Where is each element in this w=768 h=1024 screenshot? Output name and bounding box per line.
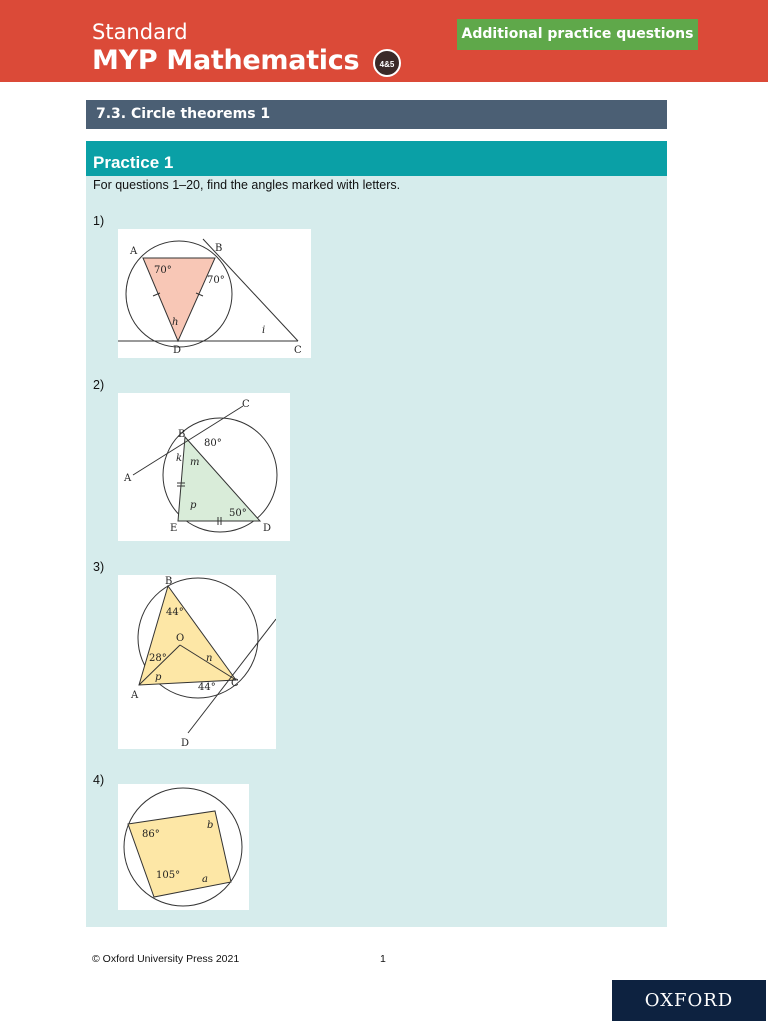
- brand-subtitle: Standard: [92, 20, 188, 44]
- angle-label: 70°: [207, 275, 225, 286]
- label-d: D: [263, 523, 272, 534]
- section-title: 7.3. Circle theorems 1: [86, 100, 667, 129]
- label-c: C: [231, 678, 239, 689]
- label-b: B: [215, 243, 223, 254]
- practice-title: Practice 1: [86, 141, 667, 176]
- angle-label: p: [190, 500, 197, 511]
- label-a: A: [124, 473, 132, 484]
- label-a: A: [131, 690, 139, 701]
- label-d: D: [181, 738, 190, 749]
- page-number: 1: [380, 953, 386, 965]
- angle-label: h: [172, 317, 179, 328]
- label-a: A: [130, 246, 138, 257]
- oxford-logo: OXFORD: [612, 980, 766, 1021]
- angle-label: 105°: [156, 870, 181, 881]
- question-number: 3): [93, 560, 105, 574]
- question-number: 1): [93, 214, 105, 228]
- figure-question-2: [118, 393, 290, 541]
- angle-label: k: [176, 453, 183, 464]
- figure-question-3: [118, 575, 276, 749]
- practice-panel: [86, 141, 667, 927]
- angle-label: m: [190, 457, 200, 468]
- label-b: B: [165, 576, 173, 587]
- brand-title: MYP Mathematics: [92, 45, 360, 76]
- label-b: B: [178, 429, 186, 440]
- angle-label: 86°: [142, 829, 160, 840]
- label-c: C: [294, 345, 302, 356]
- angle-label: 50°: [229, 508, 247, 519]
- additional-practice-tag: Additional practice questions: [457, 19, 698, 50]
- angle-label: 44°: [198, 682, 216, 693]
- copyright-text: © Oxford University Press 2021: [92, 953, 240, 965]
- figure-question-1: [118, 229, 311, 358]
- header-banner: [0, 0, 768, 82]
- label-d: D: [173, 345, 182, 356]
- angle-label: a: [202, 874, 208, 885]
- angle-label: p: [155, 672, 162, 683]
- label-c: C: [242, 399, 250, 410]
- angle-label: 70°: [154, 265, 172, 276]
- angle-label: b: [207, 820, 214, 831]
- angle-label: 44°: [166, 607, 184, 618]
- figure-question-4: [118, 784, 249, 910]
- label-o: O: [176, 633, 185, 644]
- question-number: 2): [93, 378, 105, 392]
- level-badge: 4&5: [373, 49, 401, 77]
- practice-instruction: For questions 1–20, find the angles marked with letters.: [93, 178, 401, 192]
- question-number: 4): [93, 773, 105, 787]
- label-e: E: [170, 523, 178, 534]
- angle-label: i: [262, 325, 266, 336]
- angle-label: 80°: [204, 438, 222, 449]
- angle-label: 28°: [149, 653, 167, 664]
- angle-label: n: [206, 653, 213, 664]
